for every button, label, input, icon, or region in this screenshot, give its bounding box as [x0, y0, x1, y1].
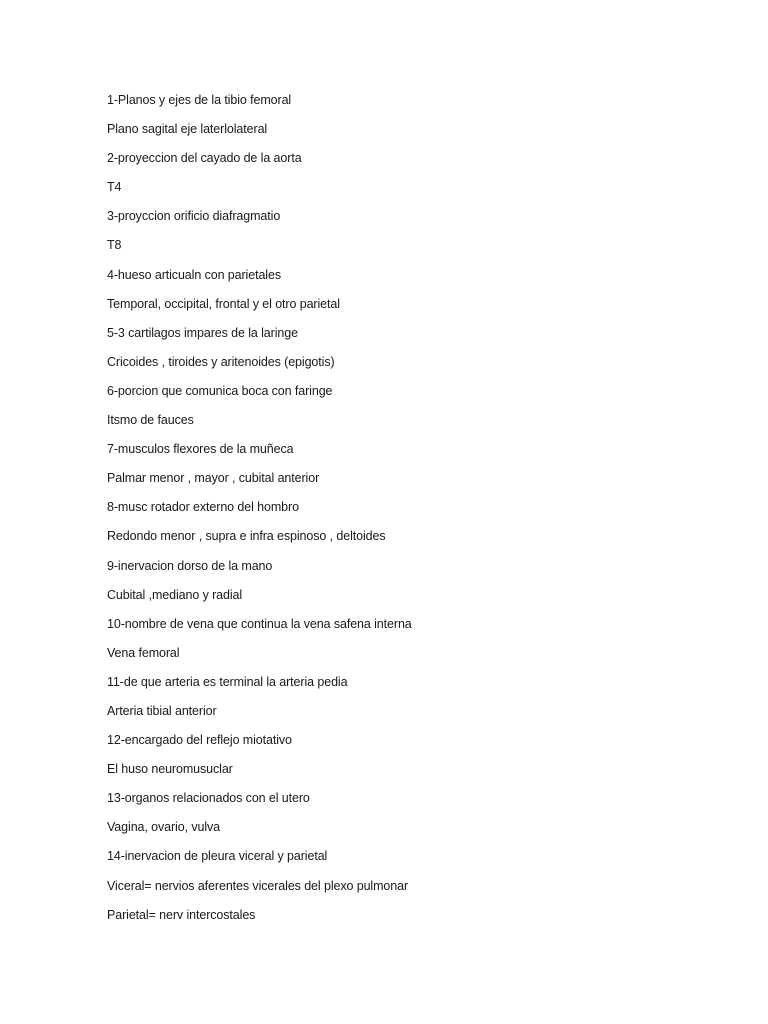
question-line: 13-organos relacionados con el utero	[107, 791, 310, 806]
question-line: 12-encargado del reflejo miotativo	[107, 733, 292, 748]
answer-line: Vena femoral	[107, 645, 180, 660]
question-line: 4-hueso articualn con parietales	[107, 267, 281, 282]
answer-line: Cubital ,mediano y radial	[107, 587, 243, 602]
answer-line: Palmar menor , mayor , cubital anterior	[107, 471, 320, 486]
answer-line: Itsmo de fauces	[107, 413, 194, 428]
answer-line: Redondo menor , supra e infra espinoso , deltoides	[107, 529, 386, 544]
answer-line: Cricoides , tiroides y aritenoides (epigotis)	[107, 354, 335, 369]
answer-line: Temporal, occipital, frontal y el otro parietal	[107, 296, 340, 311]
question-line: 1-Planos y ejes de la tibio femoral	[107, 93, 292, 107]
question-line: 11-de que arteria es terminal la arteria pedia	[107, 674, 348, 689]
question-line: 9-inervacion dorso de la mano	[107, 558, 273, 573]
answer-line: T8	[107, 238, 122, 253]
question-line: 2-proyeccion del cayado de la aorta	[107, 151, 302, 166]
question-line: 14-inervacion de pleura viceral y parietal	[107, 849, 328, 864]
question-line: 7-musculos flexores de la muñeca	[107, 442, 294, 457]
answer-line: Vagina, ovario, vulva	[107, 820, 221, 835]
answer-line: T4	[107, 180, 122, 195]
answer-line: El huso neuromusuclar	[107, 762, 233, 777]
answer-line: Parietal= nerv intercostales	[107, 907, 256, 922]
question-line: 10-nombre de vena que continua la vena safena interna	[107, 616, 412, 631]
question-line: 5-3 cartilagos impares de la laringe	[107, 325, 298, 340]
question-line: 3-proyccion orificio diafragmatio	[107, 209, 281, 224]
answer-line: Plano sagital eje laterlolateral	[107, 122, 268, 137]
answer-line: Arteria tibial anterior	[107, 703, 217, 718]
answer-line: Viceral= nervios aferentes vicerales del plexo pulmonar	[107, 878, 409, 893]
document-text-lines	[107, 90, 727, 934]
question-line: 6-porcion que comunica boca con faringe	[107, 383, 333, 398]
question-line: 8-musc rotador externo del hombro	[107, 500, 299, 515]
